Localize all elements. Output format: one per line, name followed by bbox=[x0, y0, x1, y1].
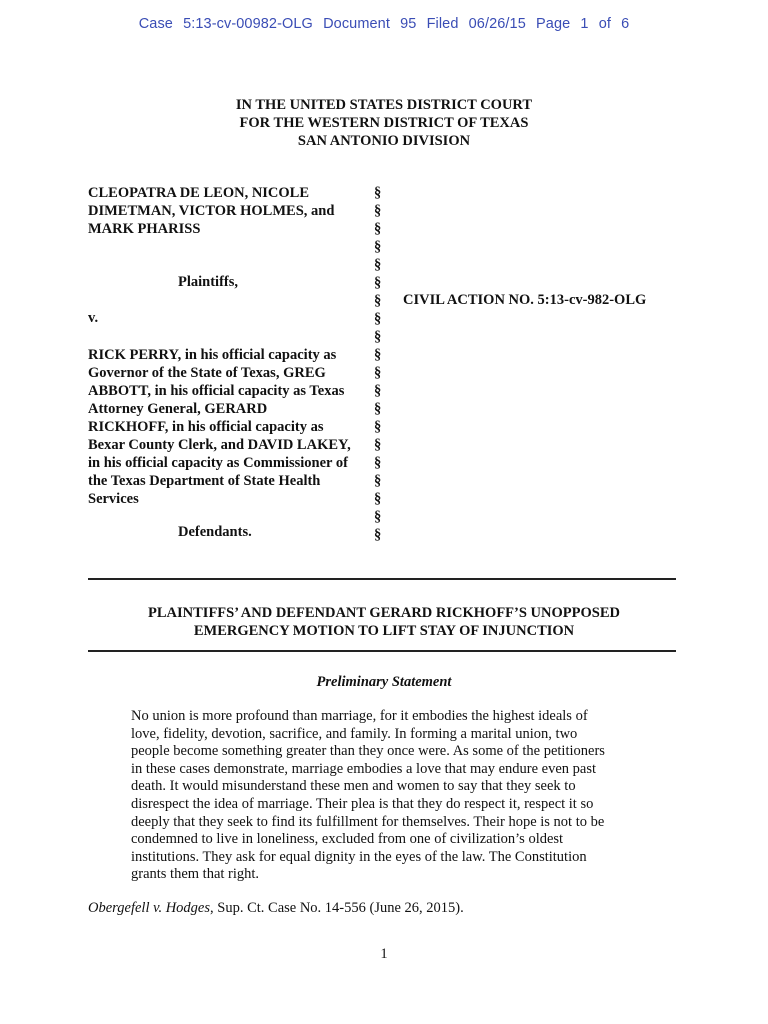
motion-title bbox=[0, 604, 768, 640]
court-line: FOR THE WESTERN DISTRICT OF TEXAS bbox=[239, 115, 529, 131]
section-symbol: § bbox=[374, 239, 382, 255]
section-symbol-column bbox=[374, 184, 381, 544]
defendants-label: Defendants. bbox=[178, 524, 252, 540]
defendants-line: ABBOTT, in his official capacity as Texas bbox=[88, 383, 345, 399]
section-symbol: § bbox=[374, 455, 382, 471]
section-symbol: § bbox=[374, 527, 382, 543]
header-page-count: Page 1 of 6 bbox=[536, 16, 630, 32]
quote-line: institutions. They ask for equal dignity in the eyes of the law. The Constitution bbox=[131, 848, 587, 865]
motion-title-line: EMERGENCY MOTION TO LIFT STAY OF INJUNCTION bbox=[193, 623, 575, 639]
section-symbol: § bbox=[374, 437, 382, 453]
divider-top bbox=[88, 578, 676, 580]
citation bbox=[88, 900, 464, 917]
section-symbol: § bbox=[374, 347, 382, 363]
defendants-line: RICKHOFF, in his official capacity as bbox=[88, 419, 324, 435]
versus-label: v. bbox=[88, 310, 99, 326]
plaintiffs-label: Plaintiffs, bbox=[178, 274, 239, 290]
defendants-line: Attorney General, GERARD bbox=[88, 401, 268, 417]
divider-bottom bbox=[88, 650, 676, 652]
quote-line: in these cases demonstrate, marriage embodies a love that may endure even past bbox=[131, 760, 597, 777]
section-symbol: § bbox=[374, 473, 382, 489]
section-symbol: § bbox=[374, 491, 382, 507]
section-symbol: § bbox=[374, 311, 382, 327]
section-symbol: § bbox=[374, 383, 382, 399]
quote-line: condemned to live in loneliness, excluded from one of civilization’s oldest bbox=[131, 831, 564, 848]
section-symbol: § bbox=[374, 203, 382, 219]
defendants-line: in his official capacity as Commissioner of bbox=[88, 455, 348, 471]
quote-line: love, fidelity, devotion, sacrifice, and family. In forming a marital union, two bbox=[131, 725, 578, 742]
plaintiffs-line: DIMETMAN, VICTOR HOLMES, and bbox=[88, 203, 335, 219]
section-symbol: § bbox=[374, 275, 382, 291]
court-heading bbox=[0, 96, 768, 150]
preliminary-statement-heading: Preliminary Statement bbox=[316, 674, 452, 690]
section-symbol: § bbox=[374, 401, 382, 417]
section-symbol: § bbox=[374, 293, 382, 309]
plaintiffs-names bbox=[88, 184, 368, 238]
quote-line: grants them that right. bbox=[131, 866, 260, 883]
citation-case-name: Obergefell v. Hodges bbox=[88, 900, 211, 916]
quote-line: disrespect the idea of marriage. Their plea is that they do respect it, respect it so bbox=[131, 795, 594, 812]
section-symbol: § bbox=[374, 185, 382, 201]
defendants-line: Governor of the State of Texas, GREG bbox=[88, 365, 326, 381]
section-symbol: § bbox=[374, 329, 382, 345]
motion-title-line: PLAINTIFFS’ AND DEFENDANT GERARD RICKHOFF’S UNOPPOSED bbox=[148, 605, 620, 621]
section-symbol: § bbox=[374, 365, 382, 381]
quote-line: death. It would misunderstand these men and women to say that they seek to bbox=[131, 778, 576, 795]
section-symbol: § bbox=[374, 509, 382, 525]
citation-details: , Sup. Ct. Case No. 14-556 (June 26, 2015). bbox=[210, 900, 464, 916]
quote-line: deeply that they seek to find its fulfillment for themselves. Their hope is not to be bbox=[131, 813, 605, 830]
defendants-line: RICK PERRY, in his official capacity as bbox=[88, 347, 337, 363]
page-number: 1 bbox=[380, 946, 388, 962]
quote-line: people become something greater than they once were. As some of the petitioners bbox=[131, 743, 605, 760]
plaintiffs-line: CLEOPATRA DE LEON, NICOLE bbox=[88, 185, 310, 201]
section-symbol: § bbox=[374, 419, 382, 435]
defendants-line: Bexar County Clerk, and DAVID LAKEY, bbox=[88, 437, 351, 453]
defendants-names bbox=[88, 346, 373, 508]
court-line: SAN ANTONIO DIVISION bbox=[297, 133, 471, 149]
ecf-header bbox=[0, 16, 768, 32]
defendants-line: Services bbox=[88, 491, 139, 507]
plaintiffs-line: MARK PHARISS bbox=[88, 221, 201, 237]
header-case-number: Case 5:13-cv-00982-OLG bbox=[138, 16, 313, 32]
quote-line: No union is more profound than marriage, for it embodies the highest ideals of bbox=[131, 708, 588, 724]
header-filed-date: Filed 06/26/15 bbox=[426, 16, 526, 32]
defendants-line: the Texas Department of State Health bbox=[88, 473, 321, 489]
section-symbol: § bbox=[374, 257, 382, 273]
block-quote bbox=[131, 708, 651, 884]
section-symbol: § bbox=[374, 221, 382, 237]
header-document: Document 95 bbox=[323, 16, 417, 32]
civil-action-number: CIVIL ACTION NO. 5:13-cv-982-OLG bbox=[403, 292, 647, 308]
court-line: IN THE UNITED STATES DISTRICT COURT bbox=[235, 97, 533, 113]
